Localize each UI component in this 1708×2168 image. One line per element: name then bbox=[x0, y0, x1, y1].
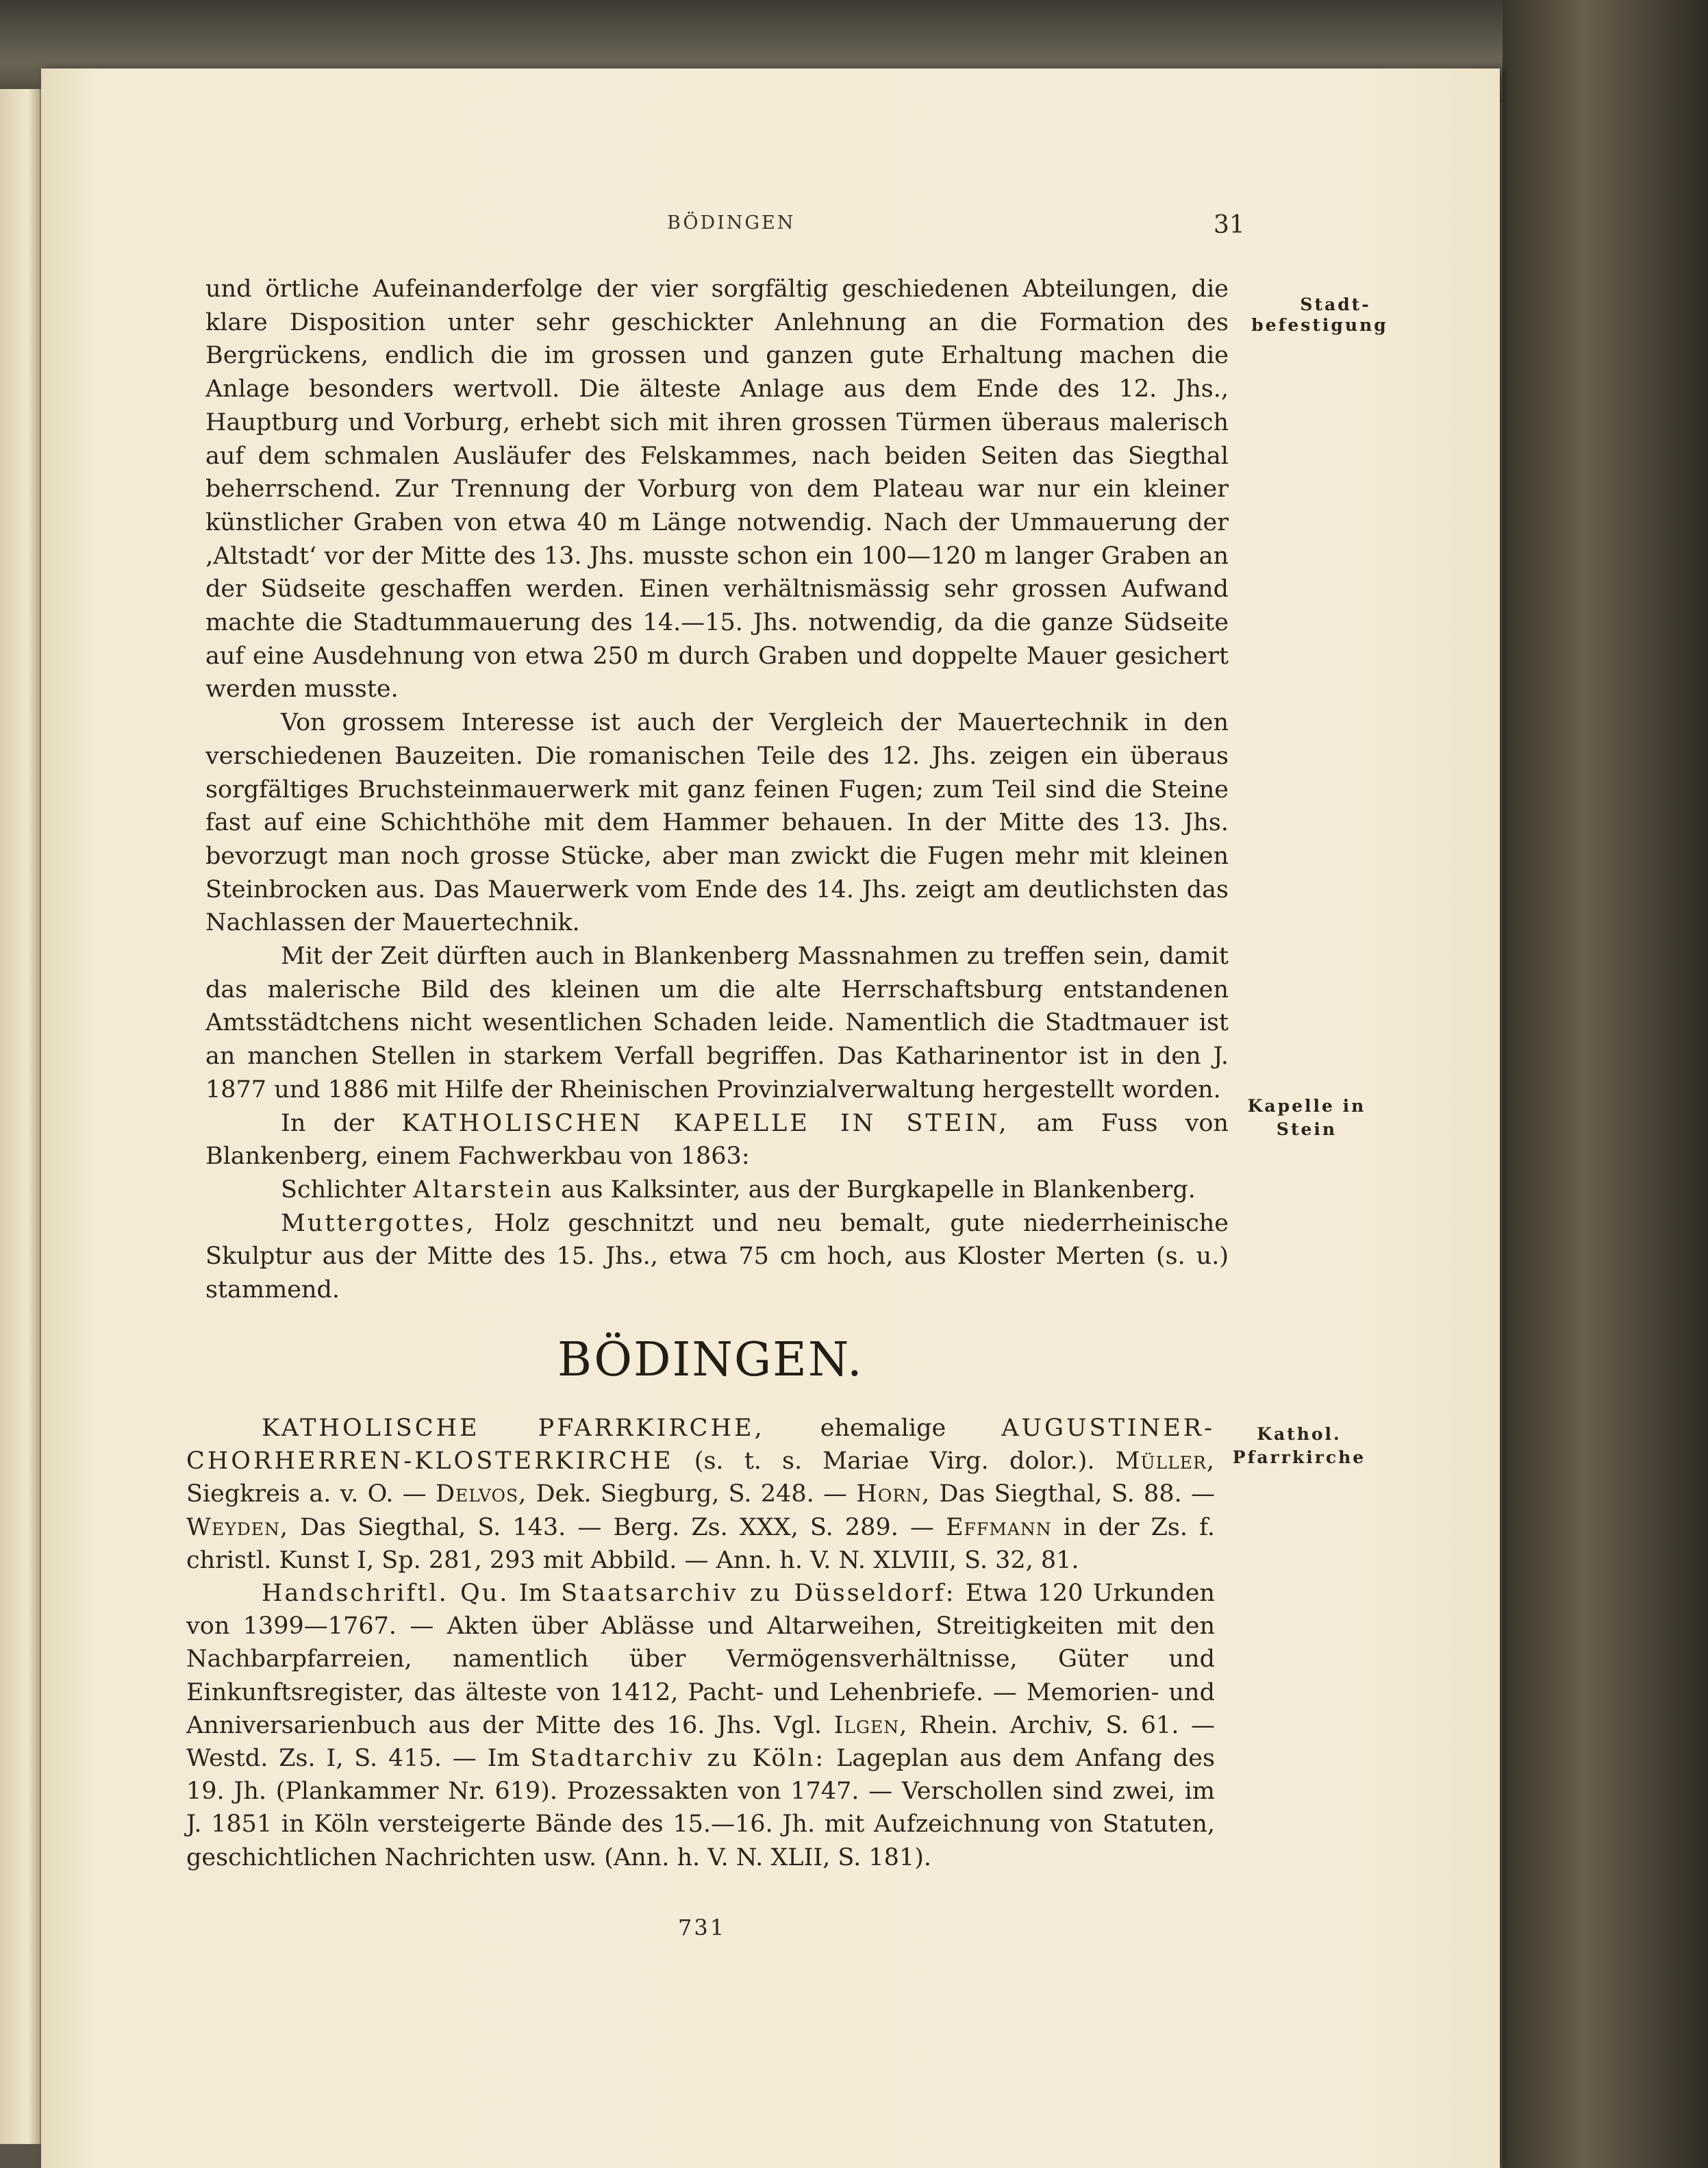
paragraph-massnahmen: Mit der Zeit dürften auch in Blankenberg Massnahmen zu treffen sein, damit das malerische Bild des kleinen um die alte Herrschaftsburg entstandenen Amtsstädtchens nicht wesentlichen Schaden leide. Namentlich die Stadtmauer ist an manchen Stellen in starkem Verfall begriffen. Das Katharinentor ist in den J. 1877 und 1886 mit Hilfe der Rheinischen Provinzialverwaltung hergestellt worden. bbox=[205, 943, 1229, 1104]
paragraph-pfarrkirche: KATHOLISCHE PFARRKIRCHE, ehemalige AUGUSTINER-CHORHERREN-KLOSTERKIRCHE (s. t. s. Mariae Virg. dolor.). Müller, Siegkreis a. v. O. — Delvos, Dek. Siegburg, S. 248. — Horn, Das Siegthal, S. 88. — Weyden, Das Siegthal, S. 143. — Berg. Zs. XXX, S. 289. — Effmann in der Zs. f. christl. Kunst I, Sp. 281, 293 mit Abbild. — Ann. h. V. N. XLVIII, S. 32, 81. bbox=[186, 1415, 1215, 1574]
margin-note-pfarrkirche: Kathol. Pfarrkirche bbox=[1232, 1424, 1366, 1467]
section-text bbox=[186, 1412, 1215, 1874]
paragraph-kapelle: In der KATHOLISCHEN KAPELLE IN STEIN, am Fuss von Blankenberg, einem Fachwerkbau von 1863: bbox=[205, 1109, 1229, 1171]
paragraph-mauertechnik: Von grossem Interesse ist auch der Vergleich der Mauertechnik in den verschiedenen Bauzeiten. Die romanischen Teile des 12. Jhs. zeigen ein überaus sorgfältiges Bruchsteinmauerwerk mit ganz feinen Fugen; zum Teil sind die Steine fast auf eine Schichthöhe mit dem Hammer behauen. In der Mitte des 13. Jhs. bevorzugt man noch grosse Stücke, aber man zwickt die Fugen mehr mit kleinen Steinbrocken aus. Das Mauerwerk vom Ende des 14. Jhs. zeigt am deutlichsten das Nachlassen der Mauertechnik. bbox=[205, 709, 1229, 937]
margin-note-stadtbefestigung: Stadt- bbox=[1300, 295, 1371, 314]
running-title: BÖDINGEN bbox=[667, 212, 796, 234]
margin-note-stadtbefestigung-2: befestigung bbox=[1251, 315, 1388, 335]
section-heading: BÖDINGEN. bbox=[557, 1333, 864, 1387]
book-binding-edge bbox=[1503, 0, 1708, 2168]
paragraph-handschriften: Handschriftl. Qu. Im Staatsarchiv zu Düsseldorf: Etwa 120 Urkunden von 1399—1767. — Akten über Ablässe und Altarweihen, Streitigkeiten mit den Nachbarpfarreien, namentlich über Vermögensverhältnisse, Güter und Einkunftsregister, das älteste von 1412, Pacht- und Lehenbriefe. — Memorien- und Anniversarienbuch aus der Mitte des 16. Jhs. Vgl. Ilgen, Rhein. Archiv, S. 61. — Westd. Zs. I, S. 415. — Im Stadtarchiv zu Köln: Lageplan aus dem Anfang des 19. Jh. (Plankammer Nr. 619). Prozessakten von 1747. — Verschollen sind zwei, im J. 1851 in Köln versteigerte Bände des 15.—16. Jh. mit Aufzeichnung von Statuten, geschichtlichen Nachrichten usw. (Ann. h. V. N. XLII, S. 181). bbox=[186, 1580, 1215, 1871]
facing-page-edge bbox=[0, 89, 41, 2144]
paragraph-befestigung: und örtliche Aufeinanderfolge der vier sorgfältig geschiedenen Abteilungen, die klare Disposition unter sehr geschickter Anlehnung an die Formation des Bergrückens, endlich die im grossen und ganzen gute Erhaltung machen die Anlage besonders wertvoll. Die älteste Anlage aus dem Ende des 12. Jhs., Hauptburg und Vorburg, erhebt sich mit ihren grossen Türmen überaus malerisch auf dem schmalen Ausläufer des Felskammes, nach beiden Seiten das Siegthal beherrschend. Zur Trennung der Vorburg von dem Plateau war nur ein kleiner künstlicher Graben von etwa 40 m Länge notwendig. Nach der Ummauerung der ‚Altstadt‘ vor der Mitte des 13. Jhs. musste schon ein 100—120 m langer Graben an der Südseite geschaffen werden. Einen verhältnismässig sehr grossen Aufwand machte die Stadtummauerung des 14.—15. Jhs. notwendig, da die ganze Südseite auf eine Ausdehnung von etwa 250 m durch Graben und doppelte Mauer gesichert werden musste. bbox=[205, 275, 1229, 703]
page-number: 31 bbox=[1214, 211, 1245, 239]
main-text bbox=[205, 273, 1229, 1307]
margin-note-kapelle: Kapelle in Stein bbox=[1247, 1096, 1366, 1139]
paragraph-altarstein: Schlichter Altarstein aus Kalksinter, aus der Burgkapelle in Blankenberg. bbox=[281, 1175, 1196, 1204]
signature-number: 731 bbox=[678, 1915, 727, 1941]
paragraph-muttergottes: Muttergottes, Holz geschnitzt und neu bemalt, gute niederrheinische Skulptur aus der Mitte des 15. Jhs., etwa 75 cm hoch, aus Kloster Merten (s. u.) stammend. bbox=[205, 1209, 1229, 1304]
